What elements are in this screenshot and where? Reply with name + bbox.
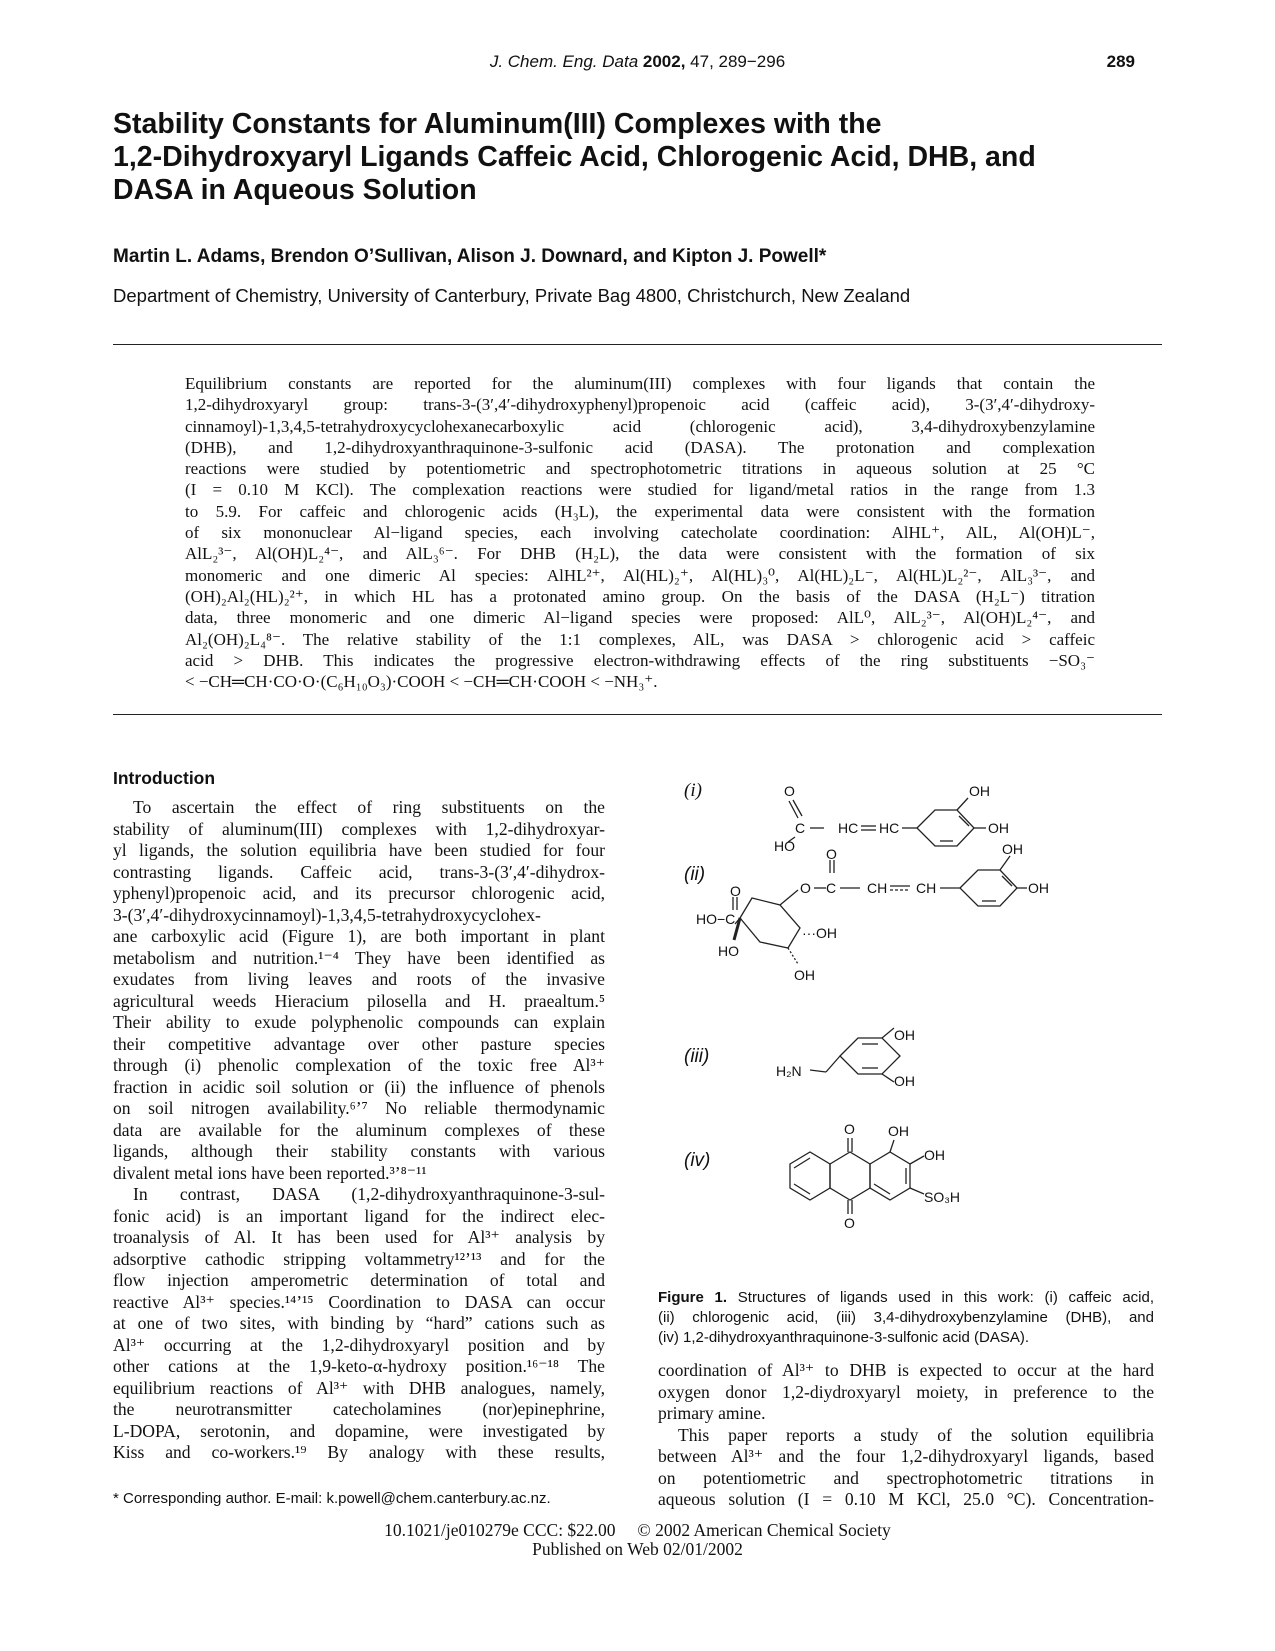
structure-dhb	[776, 1027, 915, 1089]
body-line: yl ligands, the solution equilibria have been studied for four	[113, 840, 605, 860]
body-line: To ascertain the effect of ring substituents on the	[133, 797, 605, 817]
atom-label: OH	[988, 820, 1009, 836]
footer-doi-copyright: 10.1021/je010279e CCC: $22.00 © 2002 American Chemical Society	[384, 1520, 891, 1540]
affiliation: Department of Chemistry, University of Canterbury, Private Bag 4800, Christchurch, New Zealand	[113, 285, 911, 306]
body-line: ane carboxylic acid (Figure 1), are both important in plant	[113, 926, 605, 946]
body-line: through (i) phenolic complexation of the toxic free Al³⁺	[113, 1055, 605, 1075]
atom-label: O	[826, 846, 837, 862]
figure-1-caption	[658, 1288, 1154, 1348]
atom-label: O	[800, 880, 811, 896]
abstract-line: (I = 0.10 M KCl). The complexation reactions were studied for ligand/metal ratios in the range from 1.3	[185, 480, 1095, 500]
body-line: between Al³⁺ and the four 1,2-dihydroxyaryl ligands, based	[658, 1446, 1154, 1466]
atom-label: C	[795, 820, 806, 836]
body-line: coordination of Al³⁺ to DHB is expected to occur at the hard	[658, 1360, 1154, 1380]
body-line: agricultural weeds Hieracium pilosella and H. praealtum.⁵	[113, 990, 605, 1011]
body-line: ligands, although their stability constants with various	[113, 1141, 605, 1161]
body-line: oxygen donor 1,2-diydroxyaryl moiety, in preference to the	[658, 1381, 1154, 1402]
abstract-line: (OH)₂Al₂(HL)₂²⁺, in which HL has a protonated amino group. On the basis of the DASA (H₂L⁻) titration	[185, 586, 1095, 606]
label-iv: (iv)	[684, 1150, 711, 1171]
atom-label: OH	[969, 783, 990, 799]
atom-label: OH	[794, 967, 815, 983]
abstract-line: acid > DHB. This indicates the progressive electron-withdrawing effects of the ring substituents −SO₃⁻	[185, 650, 1095, 670]
body-line: their competitive advantage over other pasture species	[113, 1033, 605, 1054]
caption-line: (ii) chlorogenic acid, (iii) 3,4-dihydroxybenzylamine (DHB), and	[658, 1309, 1154, 1326]
body-line: equilibrium reactions of Al³⁺ with DHB analogues, namely,	[113, 1377, 605, 1398]
body-line: other cations at the 1,9-keto-α-hydroxy position.¹⁶⁻¹⁸ The	[113, 1356, 605, 1376]
atom-label: OH	[924, 1147, 945, 1163]
body-line: This paper reports a study of the solution equilibria	[678, 1424, 1154, 1445]
caption-label: Figure 1.	[658, 1289, 728, 1306]
atom-label: C	[826, 880, 837, 896]
body-line: data are available for the aluminum complexes of these	[113, 1119, 605, 1140]
atom-label: OH	[894, 1027, 915, 1043]
atom-label: OH	[894, 1073, 915, 1089]
atom-label: CH	[867, 880, 888, 896]
atom-label: ···OH	[802, 925, 837, 941]
atom-label: HO	[718, 943, 739, 959]
abstract	[185, 373, 1095, 692]
journal-volume-pages: 47, 289−296	[685, 52, 786, 71]
body-line: L-DOPA, serotonin, and dopamine, were investigated by	[113, 1420, 605, 1441]
left-column-body	[113, 797, 605, 1464]
body-line: contrasting ligands. Caffeic acid, trans-3-(3′,4′-dihydrox-	[113, 861, 605, 882]
label-iii: (iii)	[684, 1046, 710, 1067]
atom-label: HC	[838, 820, 859, 836]
body-line: reactive Al³⁺ species.¹⁴ʼ¹⁵ Coordination to DASA can occur	[113, 1291, 605, 1312]
abstract-top-rule	[113, 344, 1162, 345]
title-line: 1,2-Dihydroxyaryl Ligands Caffeic Acid, Chlorogenic Acid, DHB, and	[113, 141, 1036, 173]
atom-label: HC	[879, 820, 900, 836]
caption-text: Structures of ligands used in this work: (i) caffeic acid,	[727, 1289, 1155, 1306]
corresponding-author-footnote: * Corresponding author. E-mail: k.powell@chem.canterbury.ac.nz.	[113, 1490, 551, 1507]
body-line: on potentiometric and spectrophotometric titrations in	[658, 1467, 1154, 1488]
atom-label: HO−C	[696, 911, 736, 927]
journal-prefix: J. Chem. Eng. Data	[489, 52, 643, 71]
body-line: divalent metal ions have been reported.³ʼ⁸⁻¹¹	[113, 1162, 427, 1183]
structure-chlorogenic-acid	[696, 841, 1049, 983]
caption-line	[658, 1288, 1154, 1308]
abstract-line: cinnamoyl)-1,3,4,5-tetrahydroxycyclohexanecarboxylic acid (chlorogenic acid), 3,4-dihydroxybenzylamine	[185, 416, 1095, 436]
atom-label: H₂N	[776, 1063, 802, 1079]
atom-label: HO	[774, 838, 795, 854]
page-number: 289	[1106, 52, 1135, 71]
caption-line: (iv) 1,2-dihydroxyanthraquinone-3-sulfonic acid (DASA).	[658, 1329, 1030, 1346]
abstract-line: < −CH═CH·CO·O·(C₆H₁₀O₃)·COOH < −CH═CH·COOH < −NH₃⁺.	[185, 672, 658, 692]
body-line: exudates from living leaves and roots of the invasive	[113, 969, 605, 989]
atom-label: O	[730, 883, 741, 899]
atom-label: OH	[1028, 880, 1049, 896]
right-column-body	[658, 1360, 1154, 1511]
body-line: fonic acid) is an important ligand for the indirect elec-	[113, 1205, 605, 1226]
body-line: aqueous solution (I = 0.10 M KCl, 25.0 °C). Concentration-	[658, 1489, 1154, 1509]
title-line: Stability Constants for Aluminum(III) Complexes with the	[113, 108, 882, 140]
authors: Martin L. Adams, Brendon O’Sullivan, Alison J. Downard, and Kipton J. Powell*	[113, 246, 827, 267]
body-line: Kiss and co-workers.¹⁹ By analogy with these results,	[113, 1442, 605, 1462]
atom-label: O	[844, 1121, 855, 1137]
journal-year: 2002,	[642, 52, 686, 71]
body-line: fraction in acidic soil solution or (ii) the influence of phenols	[113, 1076, 605, 1097]
body-line: on soil nitrogen availability.⁶ʼ⁷ No reliable thermodynamic	[113, 1098, 605, 1118]
section-heading-introduction: Introduction	[113, 768, 216, 788]
title-line: DASA in Aqueous Solution	[113, 174, 477, 206]
body-line: the neurotransmitter catecholamines (nor)epinephrine,	[113, 1399, 605, 1419]
atom-label: O	[844, 1215, 855, 1231]
structure-caffeic-acid	[774, 783, 1009, 854]
body-line: In contrast, DASA (1,2-dihydroxyanthraquinone-3-sul-	[133, 1184, 605, 1204]
atom-label: SO₃H	[924, 1189, 961, 1205]
body-line: Their ability to exude polyphenolic compounds can explain	[113, 1012, 605, 1032]
abstract-line: AlL₂³⁻, Al(OH)L₂⁴⁻, and AlL₃⁶⁻. For DHB (H₂L), the data were consistent with the formation of six	[185, 544, 1095, 564]
abstract-bottom-rule	[113, 714, 1162, 715]
body-line: at one of two sites, with binding by “hard” cations such as	[113, 1313, 605, 1333]
abstract-line: to 5.9. For caffeic and chlorogenic acids (H₃L), the experimental data were consistent with the formation	[185, 501, 1095, 521]
abstract-line: monomeric and one dimeric Al species: AlHL²⁺, Al(HL)₂⁺, Al(HL)₃⁰, Al(HL)₂L⁻, Al(HL)L₂²⁻, AlL₃³⁻, and	[185, 565, 1095, 585]
label-ii: (ii)	[684, 864, 706, 885]
body-line: 3-(3′,4′-dihydroxycinnamoyl)-1,3,4,5-tetrahydroxycyclohex-	[113, 904, 541, 925]
atom-label: OH	[1002, 841, 1023, 857]
atom-label: CH	[916, 880, 937, 896]
abstract-line: data, three monomeric and one dimeric Al−ligand species were proposed: AlL⁰, AlL₂³⁻, Al(OH)L₂⁴⁻, and	[185, 608, 1095, 628]
footer-published: Published on Web 02/01/2002	[532, 1539, 743, 1559]
body-line: yphenyl)propenoic acid, and its precursor chlorogenic acid,	[113, 883, 605, 903]
atom-label: OH	[888, 1123, 909, 1139]
figure-1-structures	[660, 760, 1160, 1280]
body-line: stability of aluminum(III) complexes with 1,2-dihydroxyar-	[113, 818, 605, 839]
abstract-line: reactions were studied by potentiometric and spectrophotometric titrations in aqueous solution at 25 °C	[185, 459, 1095, 479]
abstract-line: Equilibrium constants are reported for the aluminum(III) complexes with four ligands that contain the	[185, 374, 1095, 393]
structure-dasa	[790, 1121, 960, 1231]
abstract-line: Al₂(OH)₂L₄⁸⁻. The relative stability of the 1:1 complexes, AlL, was DASA > chlorogenic acid > caffeic	[185, 629, 1095, 649]
running-header	[0, 52, 1275, 72]
body-line: adsorptive cathodic stripping voltammetry¹²ʼ¹³ and for the	[113, 1248, 605, 1269]
abstract-line: (DHB), and 1,2-dihydroxyanthraquinone-3-sulfonic acid (DASA). The protonation and complexation	[185, 437, 1095, 457]
body-line: primary amine.	[658, 1403, 766, 1423]
atom-label: O	[784, 783, 795, 799]
abstract-line: of six mononuclear Al−ligand species, each involving catecholate coordination: AlHL⁺, AlL, Al(OH)L⁻,	[185, 523, 1095, 543]
abstract-line: 1,2-dihydroxyaryl group: trans-3-(3′,4′-dihydroxyphenyl)propenoic acid (caffeic acid), 3-(3′,4′-dihydroxy-	[185, 395, 1095, 415]
body-line: metabolism and nutrition.¹⁻⁴ They have been identified as	[113, 947, 605, 968]
body-line: troanalysis of Al. It has been used for Al³⁺ analysis by	[113, 1227, 605, 1247]
article-title	[113, 108, 1173, 207]
body-line: Al³⁺ occurring at the 1,2-dihydroxyaryl position and by	[113, 1334, 605, 1355]
label-i: (i)	[684, 780, 702, 801]
body-line: flow injection amperometric determination of total and	[113, 1270, 605, 1290]
